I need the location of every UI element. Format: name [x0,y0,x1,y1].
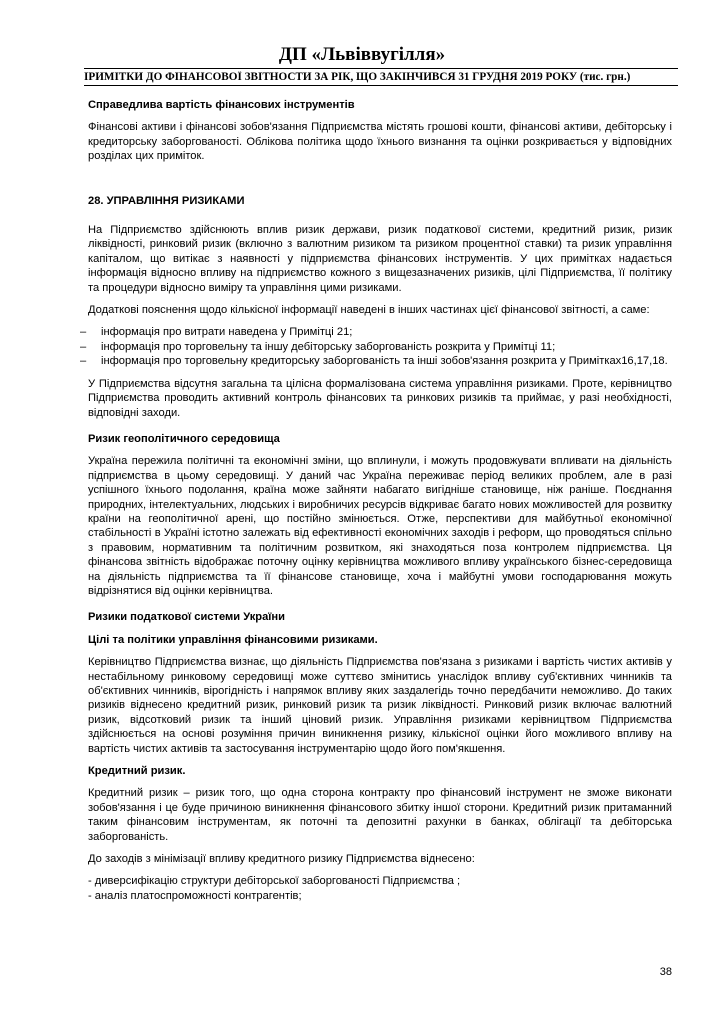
list-item: – інформація про торговельну та іншу дебіторську заборгованість розкрита у Примітці 11; [88,340,672,354]
paragraph-credit-measures: До заходів з мінімізації впливу кредитного ризику Підприємства віднесено: [88,853,475,866]
heading-tax-risk: Ризики податкової системи України [88,611,285,624]
risk-bullet-list [88,325,672,368]
paragraph-risk-system: У Підприємства відсутня загальна та цілісна формалізована система управління ризиками. Проте, керівництво Підприємства проводить активний контроль фінансових та ринкових ризиків та приймає, у разі необхідності, відповідні заходи. [88,377,672,419]
page-content [88,98,672,903]
paragraph-fair-value: Фінансові активи і фінансові зобов'язання Підприємства містять грошові кошти, фінансові активи, дебіторську і кредиторську заборгованості. Облікова політика щодо їхнього визнання та оцінки розкривається у відповідних розділах цих приміток. [88,121,672,163]
heading-geopolitical: Ризик геополітичного середовища [88,432,280,445]
header-rule-bottom [84,85,678,86]
page-number: 38 [659,966,672,978]
heading-credit-risk: Кредитний ризик. [88,765,186,778]
list-item: - диверсифікацію структури дебіторської заборгованості Підприємства ; [88,875,461,888]
list-item: - аналіз платоспроможності контрагентів; [88,889,302,902]
company-title: ДП «Львіввугілля» [278,44,446,65]
header-rule-top [84,68,678,69]
paragraph-risk-intro: На Підприємство здійснюють вплив ризик держави, ризик податкової системи, кредитний ризик, ризик ліквідності, ринковий ризик (включно з валютним ризиком та ризиком процентної ставки) та ризик управління капіталом, що витікає з наявності у підприємства фінансових інструментів. У цих примітках надається інформація відносно впливу на підприємство кожного з вищезазначених ризиків, цілі Підприємства, її політику та процедури відносно виміру та управління цими ризиками. [88,224,672,294]
paragraph-financial-risk: Керівництво Підприємства визнає, що діяльність Підприємства пов'язана з ризиками і вартість чистих активів у нестабільному ринковому середовищі може суттєво змінитись унаслідок впливу суб'єктивних чинників та об'єктивних чинників, вірогідність і напрямок впливу яких заздалегідь точно передбачити неможливо. До таких ризиків віднесено кредитний ризик, ринковий ризик та ризик ліквідності. Ринковий ризик включає валютний ризик, відсотковий ризик та інший ціновий ризик. Управління ризиками керівництвом Підприємства здійснюється на основі розуміння причин виникнення ризику, кількісної оцінки його можливого впливу на вартість чистих активів та застосування інструментарію щодо його пом'якшення. [88,656,672,755]
list-item: – інформація про торговельну кредиторську заборгованість та інші зобов'язання розкрита у Примітках16,17,18. [88,354,672,368]
list-item: – інформація про витрати наведена у Примітці 21; [88,325,672,339]
paragraph-risk-additional: Додаткові пояснення щодо кількісної інформації наведені в інших частинах цієї фінансової звітності, а саме: [88,304,650,317]
paragraph-geopolitical: Україна пережила політичні та економічні зміни, що вплинули, і можуть продовжувати впливати на діяльність підприємства в цьому середовищі. У даний час Україна переживає період великих проблем, але в разі успішного їхнього подолання, країна може зайняти набагато вигідніше становище, ніж раніше. Поєднання природних, інтелектуальних, людських і виробничих ресурсів відкриває багато нових можливостей для розвитку країни на геополітичної арені, що постійно змінюється. Отже, перспективи для майбутньої економічної стабільності в Україні істотно залежать від ефективності економічних заходів і реформ, що проводяться спільно з правовим, нормативним та політичним розвитком, які знаходяться поза контролем підприємства. Ця фінансова звітність відображає поточну оцінку керівництва можливого впливу українського бізнес-середовища на діяльність підприємства та її фінансове становище, хоча і майбутні умови господарювання можуть відрізнятися від оцінки керівництва. [88,455,672,597]
heading-financial-risk-policy: Цілі та політики управління фінансовими ризиками. [88,633,378,646]
report-subtitle: ІРИМІТКИ ДО ФІНАНСОВОЇ ЗВІТНОСТИ ЗА РІК, ЩО ЗАКІНЧИВСЯ 31 ГРУДНЯ 2019 РОКУ (тис. грн.) [84,71,631,83]
heading-risk-management: 28. УПРАВЛІННЯ РИЗИКАМИ [88,194,245,207]
heading-fair-value: Справедлива вартість фінансових інструментів [88,99,355,111]
paragraph-credit-risk: Кредитний ризик – ризик того, що одна сторона контракту про фінансовий інструмент не зможе виконати зобов'язання і це буде причиною виникнення фінансового збитку іншої сторони. Кредитний ризик притаманний таким фінансовим інструментам, як поточні та депозитні рахунки в банках, облігації та дебіторська заборгованість. [88,787,672,843]
